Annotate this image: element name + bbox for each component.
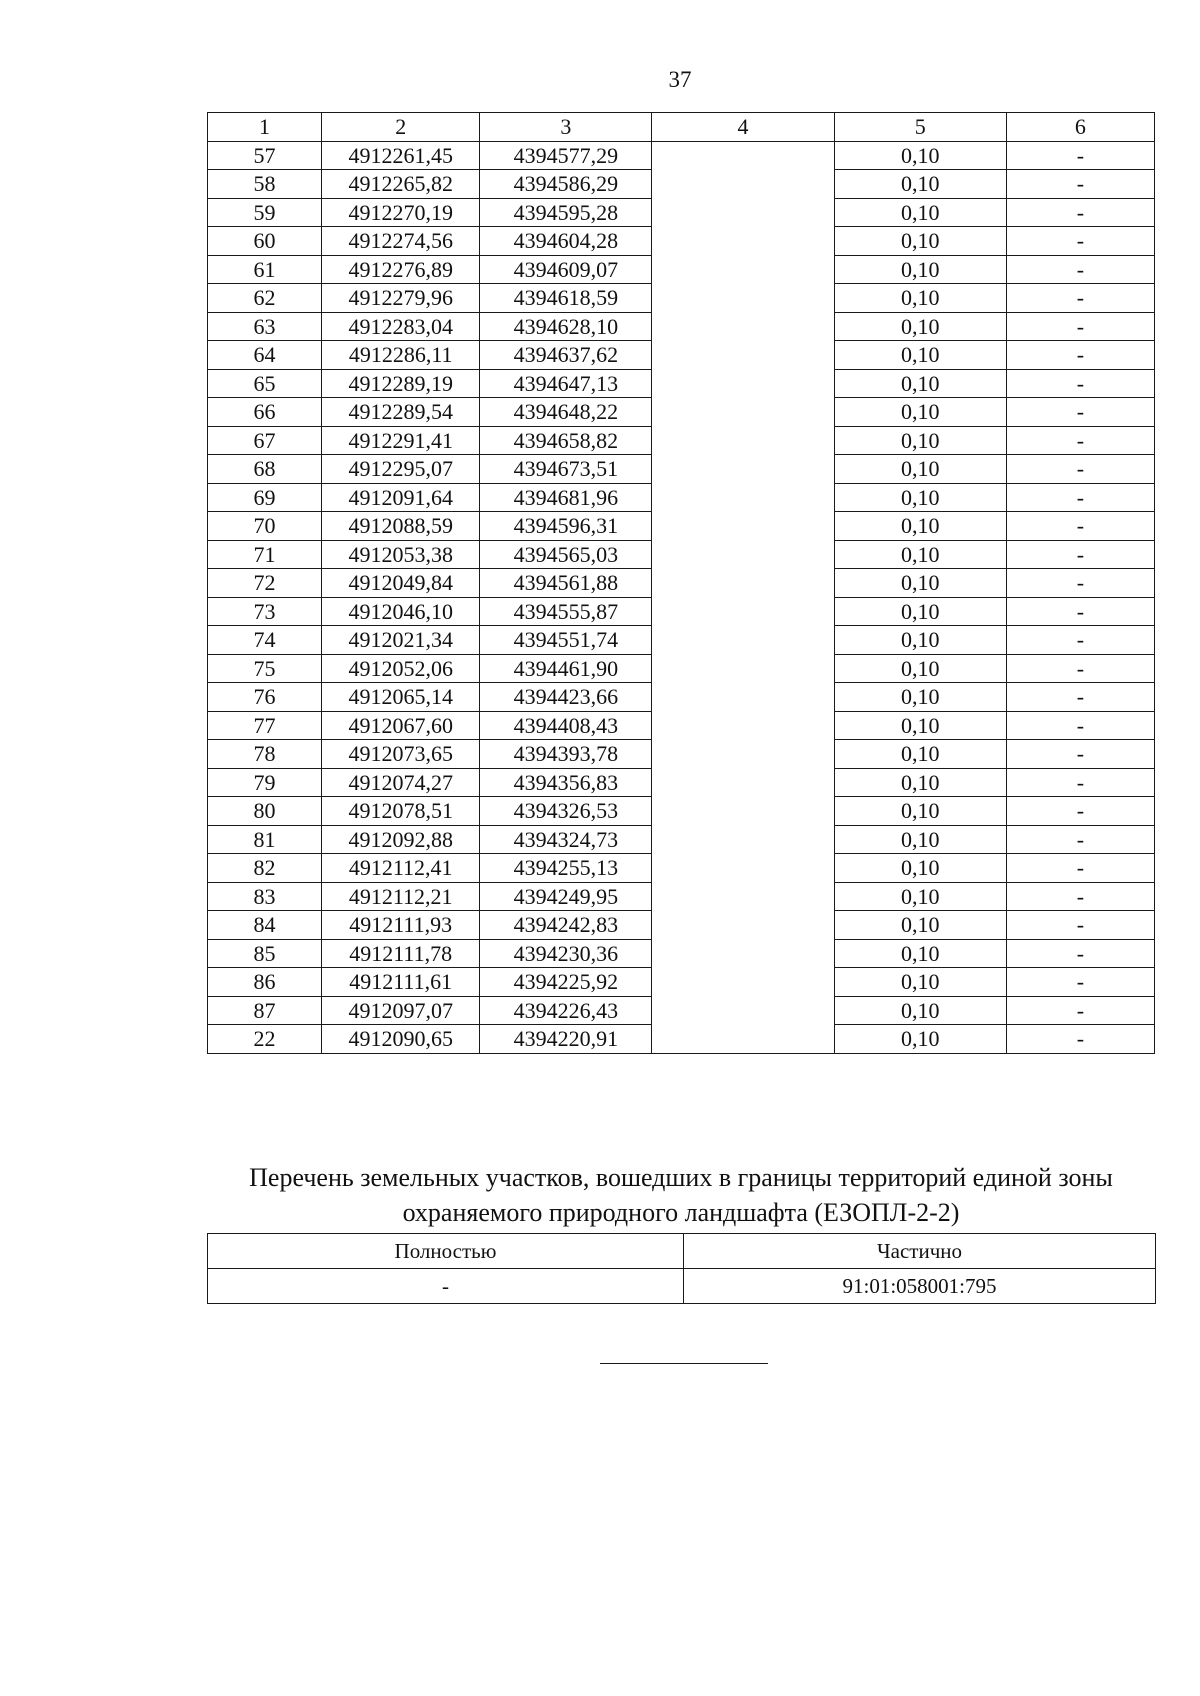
y-coordinate-cell: 4394225,92 — [480, 968, 652, 997]
x-coordinate-cell: 4912289,54 — [322, 398, 480, 427]
accuracy-cell: 0,10 — [834, 227, 1006, 256]
x-coordinate-cell: 4912286,11 — [322, 341, 480, 370]
accuracy-cell: 0,10 — [834, 255, 1006, 284]
y-coordinate-cell: 4394609,07 — [480, 255, 652, 284]
note-cell: - — [1006, 740, 1154, 769]
point-number-cell: 85 — [208, 939, 322, 968]
x-coordinate-cell: 4912090,65 — [322, 1025, 480, 1054]
x-coordinate-cell: 4912295,07 — [322, 455, 480, 484]
point-number-cell: 63 — [208, 312, 322, 341]
end-rule — [600, 1363, 768, 1364]
note-cell: - — [1006, 797, 1154, 826]
point-number-cell: 86 — [208, 968, 322, 997]
x-coordinate-cell: 4912078,51 — [322, 797, 480, 826]
point-number-cell: 67 — [208, 426, 322, 455]
note-cell: - — [1006, 341, 1154, 370]
parcels-table — [207, 1233, 1156, 1304]
parcels-full-value: - — [208, 1269, 684, 1304]
parcels-value-row — [208, 1269, 1156, 1304]
x-coordinate-cell: 4912053,38 — [322, 540, 480, 569]
x-coordinate-cell: 4912088,59 — [322, 512, 480, 541]
accuracy-cell: 0,10 — [834, 711, 1006, 740]
y-coordinate-cell: 4394226,43 — [480, 996, 652, 1025]
y-coordinate-cell: 4394242,83 — [480, 911, 652, 940]
accuracy-cell: 0,10 — [834, 198, 1006, 227]
note-cell: - — [1006, 911, 1154, 940]
note-cell: - — [1006, 854, 1154, 883]
point-number-cell: 78 — [208, 740, 322, 769]
y-coordinate-cell: 4394648,22 — [480, 398, 652, 427]
x-coordinate-cell: 4912046,10 — [322, 597, 480, 626]
y-coordinate-cell: 4394461,90 — [480, 654, 652, 683]
note-cell: - — [1006, 369, 1154, 398]
x-coordinate-cell: 4912112,21 — [322, 882, 480, 911]
x-coordinate-cell: 4912111,93 — [322, 911, 480, 940]
accuracy-cell: 0,10 — [834, 683, 1006, 712]
accuracy-cell: 0,10 — [834, 540, 1006, 569]
x-coordinate-cell: 4912112,41 — [322, 854, 480, 883]
parcels-heading-line2: охраняемого природного ландшафта (ЕЗОПЛ-2-2) — [402, 1198, 960, 1227]
header-cell-4: 4 — [652, 113, 834, 142]
accuracy-cell: 0,10 — [834, 512, 1006, 541]
y-coordinate-cell: 4394673,51 — [480, 455, 652, 484]
accuracy-cell: 0,10 — [834, 740, 1006, 769]
coordinates-table-body — [208, 113, 1155, 1054]
point-number-cell: 62 — [208, 284, 322, 313]
y-coordinate-cell: 4394249,95 — [480, 882, 652, 911]
page-number: 37 — [668, 67, 692, 92]
y-coordinate-cell: 4394596,31 — [480, 512, 652, 541]
accuracy-cell: 0,10 — [834, 996, 1006, 1025]
parcels-heading — [207, 1160, 1155, 1230]
header-cell-2: 2 — [322, 113, 480, 142]
note-cell: - — [1006, 939, 1154, 968]
note-cell: - — [1006, 455, 1154, 484]
x-coordinate-cell: 4912279,96 — [322, 284, 480, 313]
x-coordinate-cell: 4912283,04 — [322, 312, 480, 341]
header-cell-1: 1 — [208, 113, 322, 142]
y-coordinate-cell: 4394255,13 — [480, 854, 652, 883]
note-cell: - — [1006, 284, 1154, 313]
x-coordinate-cell: 4912091,64 — [322, 483, 480, 512]
point-number-cell: 59 — [208, 198, 322, 227]
note-cell: - — [1006, 768, 1154, 797]
point-number-cell: 77 — [208, 711, 322, 740]
y-coordinate-cell: 4394628,10 — [480, 312, 652, 341]
y-coordinate-cell: 4394356,83 — [480, 768, 652, 797]
y-coordinate-cell: 4394586,29 — [480, 170, 652, 199]
parcels-header-row — [208, 1234, 1156, 1269]
note-cell: - — [1006, 882, 1154, 911]
x-coordinate-cell: 4912067,60 — [322, 711, 480, 740]
note-cell: - — [1006, 426, 1154, 455]
x-coordinate-cell: 4912291,41 — [322, 426, 480, 455]
note-cell: - — [1006, 1025, 1154, 1054]
parcels-header-partial: Частично — [684, 1234, 1156, 1269]
x-coordinate-cell: 4912270,19 — [322, 198, 480, 227]
parcels-header-full: Полностью — [208, 1234, 684, 1269]
accuracy-cell: 0,10 — [834, 455, 1006, 484]
note-cell: - — [1006, 597, 1154, 626]
x-coordinate-cell: 4912274,56 — [322, 227, 480, 256]
note-cell: - — [1006, 569, 1154, 598]
point-number-cell: 76 — [208, 683, 322, 712]
y-coordinate-cell: 4394423,66 — [480, 683, 652, 712]
x-coordinate-cell: 4912074,27 — [322, 768, 480, 797]
note-cell: - — [1006, 483, 1154, 512]
accuracy-cell: 0,10 — [834, 569, 1006, 598]
accuracy-cell: 0,10 — [834, 141, 1006, 170]
accuracy-cell: 0,10 — [834, 426, 1006, 455]
accuracy-cell: 0,10 — [834, 483, 1006, 512]
header-cell-3: 3 — [480, 113, 652, 142]
point-number-cell: 73 — [208, 597, 322, 626]
point-number-cell: 65 — [208, 369, 322, 398]
y-coordinate-cell: 4394565,03 — [480, 540, 652, 569]
point-number-cell: 72 — [208, 569, 322, 598]
point-number-cell: 71 — [208, 540, 322, 569]
y-coordinate-cell: 4394551,74 — [480, 626, 652, 655]
x-coordinate-cell: 4912097,07 — [322, 996, 480, 1025]
point-number-cell: 75 — [208, 654, 322, 683]
y-coordinate-cell: 4394408,43 — [480, 711, 652, 740]
accuracy-cell: 0,10 — [834, 341, 1006, 370]
y-coordinate-cell: 4394326,53 — [480, 797, 652, 826]
point-number-cell: 81 — [208, 825, 322, 854]
header-cell-5: 5 — [834, 113, 1006, 142]
note-cell: - — [1006, 170, 1154, 199]
point-number-cell: 61 — [208, 255, 322, 284]
y-coordinate-cell: 4394604,28 — [480, 227, 652, 256]
accuracy-cell: 0,10 — [834, 911, 1006, 940]
y-coordinate-cell: 4394618,59 — [480, 284, 652, 313]
accuracy-cell: 0,10 — [834, 597, 1006, 626]
y-coordinate-cell: 4394658,82 — [480, 426, 652, 455]
note-cell: - — [1006, 654, 1154, 683]
note-cell: - — [1006, 312, 1154, 341]
note-cell: - — [1006, 398, 1154, 427]
y-coordinate-cell: 4394230,36 — [480, 939, 652, 968]
accuracy-cell: 0,10 — [834, 768, 1006, 797]
x-coordinate-cell: 4912052,06 — [322, 654, 480, 683]
note-cell: - — [1006, 626, 1154, 655]
note-cell: - — [1006, 825, 1154, 854]
accuracy-cell: 0,10 — [834, 369, 1006, 398]
x-coordinate-cell: 4912276,89 — [322, 255, 480, 284]
x-coordinate-cell: 4912261,45 — [322, 141, 480, 170]
point-number-cell: 82 — [208, 854, 322, 883]
accuracy-cell: 0,10 — [834, 284, 1006, 313]
note-cell: - — [1006, 255, 1154, 284]
coordinates-table — [207, 112, 1155, 1054]
accuracy-cell: 0,10 — [834, 882, 1006, 911]
point-number-cell: 83 — [208, 882, 322, 911]
y-coordinate-cell: 4394220,91 — [480, 1025, 652, 1054]
accuracy-cell: 0,10 — [834, 654, 1006, 683]
x-coordinate-cell: 4912092,88 — [322, 825, 480, 854]
accuracy-cell: 0,10 — [834, 626, 1006, 655]
note-cell: - — [1006, 540, 1154, 569]
x-coordinate-cell: 4912065,14 — [322, 683, 480, 712]
note-cell: - — [1006, 198, 1154, 227]
x-coordinate-cell: 4912111,61 — [322, 968, 480, 997]
x-coordinate-cell: 4912111,78 — [322, 939, 480, 968]
y-coordinate-cell: 4394595,28 — [480, 198, 652, 227]
y-coordinate-cell: 4394647,13 — [480, 369, 652, 398]
note-cell: - — [1006, 141, 1154, 170]
point-number-cell: 64 — [208, 341, 322, 370]
accuracy-cell: 0,10 — [834, 968, 1006, 997]
point-number-cell: 57 — [208, 141, 322, 170]
accuracy-cell: 0,10 — [834, 170, 1006, 199]
parcels-partial-value: 91:01:058001:795 — [684, 1269, 1156, 1304]
y-coordinate-cell: 4394681,96 — [480, 483, 652, 512]
accuracy-cell: 0,10 — [834, 854, 1006, 883]
x-coordinate-cell: 4912021,34 — [322, 626, 480, 655]
y-coordinate-cell: 4394577,29 — [480, 141, 652, 170]
note-cell: - — [1006, 996, 1154, 1025]
header-cell-6: 6 — [1006, 113, 1154, 142]
x-coordinate-cell: 4912289,19 — [322, 369, 480, 398]
accuracy-cell: 0,10 — [834, 1025, 1006, 1054]
note-cell: - — [1006, 227, 1154, 256]
point-number-cell: 79 — [208, 768, 322, 797]
accuracy-cell: 0,10 — [834, 825, 1006, 854]
point-number-cell: 66 — [208, 398, 322, 427]
y-coordinate-cell: 4394555,87 — [480, 597, 652, 626]
point-number-cell: 80 — [208, 797, 322, 826]
note-cell: - — [1006, 711, 1154, 740]
x-coordinate-cell: 4912049,84 — [322, 569, 480, 598]
point-number-cell: 22 — [208, 1025, 322, 1054]
x-coordinate-cell: 4912073,65 — [322, 740, 480, 769]
accuracy-cell: 0,10 — [834, 312, 1006, 341]
parcels-heading-line1: Перечень земельных участков, вошедших в границы территорий единой зоны — [249, 1163, 1113, 1192]
point-number-cell: 70 — [208, 512, 322, 541]
accuracy-cell: 0,10 — [834, 797, 1006, 826]
y-coordinate-cell: 4394393,78 — [480, 740, 652, 769]
point-number-cell: 69 — [208, 483, 322, 512]
note-cell: - — [1006, 512, 1154, 541]
y-coordinate-cell: 4394637,62 — [480, 341, 652, 370]
column-4-merged-cell — [652, 141, 834, 1053]
point-number-cell: 84 — [208, 911, 322, 940]
point-number-cell: 58 — [208, 170, 322, 199]
x-coordinate-cell: 4912265,82 — [322, 170, 480, 199]
accuracy-cell: 0,10 — [834, 398, 1006, 427]
point-number-cell: 87 — [208, 996, 322, 1025]
table-row — [208, 141, 1155, 170]
y-coordinate-cell: 4394561,88 — [480, 569, 652, 598]
point-number-cell: 68 — [208, 455, 322, 484]
note-cell: - — [1006, 968, 1154, 997]
note-cell: - — [1006, 683, 1154, 712]
point-number-cell: 60 — [208, 227, 322, 256]
point-number-cell: 74 — [208, 626, 322, 655]
table-header-row — [208, 113, 1155, 142]
accuracy-cell: 0,10 — [834, 939, 1006, 968]
y-coordinate-cell: 4394324,73 — [480, 825, 652, 854]
